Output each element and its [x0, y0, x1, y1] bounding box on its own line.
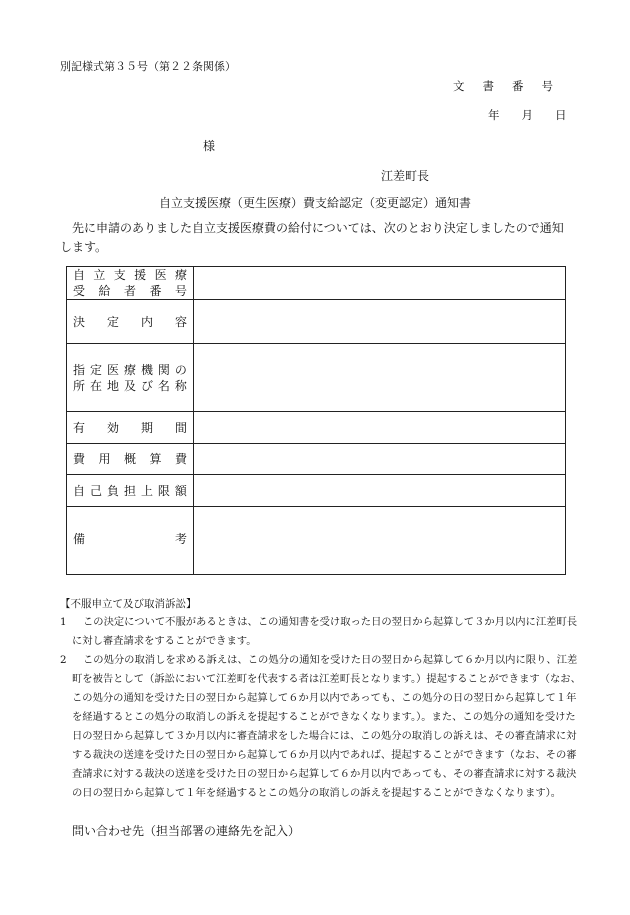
table-row — [67, 475, 566, 507]
decision-table — [66, 266, 566, 575]
row-label-line: 受 給 者 番 号 — [73, 284, 187, 298]
row-label — [67, 475, 194, 507]
note-number: 1 — [60, 616, 67, 628]
note-line: この処分の取消しを求める訴えは、この処分の通知を受けた日の翌日から起算して６か月以内に限り、江差 — [83, 654, 578, 666]
row-label — [67, 507, 194, 575]
row-label-line: 有 効 期 間 — [73, 420, 187, 435]
table-row — [67, 344, 566, 412]
note-number: 2 — [60, 654, 67, 666]
row-label — [67, 300, 194, 344]
note-line: の日の翌日から起算して１年を経過するとこの処分の取消しの訴えを提起することができなくなります）。 — [72, 787, 562, 799]
row-label — [67, 344, 194, 412]
document-title: 自立支援医療（更生医療）費支給認定（変更認定）通知書 — [158, 196, 471, 210]
form-number: 別記様式第３５号（第２２条関係） — [60, 60, 236, 73]
row-value — [194, 444, 566, 475]
addressee-label: 様 — [203, 139, 216, 153]
note-line: する裁決の送達を受けた日の翌日から起算して６か月以内であれば、提起することができます（なお、その審 — [72, 749, 577, 761]
row-label — [67, 412, 194, 444]
table-row — [67, 267, 566, 300]
row-value — [194, 475, 566, 507]
note-line: を経過するとこの処分の取消しの訴えを提起することができなくなります。）。また、この処分の通知を受けた — [72, 711, 576, 723]
table-row — [67, 444, 566, 475]
row-label-line: 決 定 内 容 — [73, 314, 187, 329]
note-line: 町を被告として（訴訟において江差町を代表する者は江差町長となります。）提起することができます（なお、 — [72, 673, 581, 685]
row-label — [67, 444, 194, 475]
intro-paragraph: 先に申請のありました自立支援医療費の給付については、次のとおり決定しましたので通知します。 — [60, 221, 564, 254]
row-value — [194, 344, 566, 412]
document-date-label: 年月日 — [488, 108, 589, 122]
table-row — [67, 300, 566, 344]
row-label — [67, 267, 194, 300]
issuer-name: 江差町長 — [381, 169, 430, 183]
row-label-line: 所 在 地 及 び 名 称 — [73, 378, 187, 393]
row-label-line: 自 己 負 担 上 限 額 — [73, 483, 187, 498]
row-value — [194, 507, 566, 575]
table-row — [67, 507, 566, 575]
row-label-line: 備 考 — [73, 532, 187, 546]
contact-info: 問い合わせ先（担当部署の連絡先を記入） — [72, 824, 301, 838]
notes-heading: 【不服申立て及び取消訴訟】 — [60, 598, 197, 610]
note-line: に対し審査請求をすることができます。 — [72, 635, 257, 647]
row-value — [194, 412, 566, 444]
table-row — [67, 412, 566, 444]
note-line: この決定について不服があるときは、この通知書を受け取った日の翌日から起算して３か月以内に江差町長 — [83, 616, 578, 628]
note-line: 日の翌日から起算して３か月以内に審査請求をした場合には、この処分の取消しの訴えは、その審査請求に対 — [72, 730, 577, 742]
row-value — [194, 267, 566, 300]
row-value — [194, 300, 566, 344]
row-label-line: 自 立 支 援 医 療 — [73, 268, 187, 282]
note-item — [60, 613, 576, 651]
note-line: 査請求に対する裁決の送達を受けた日の翌日から起算して６か月以内であっても、その審査請求に対する裁決 — [72, 768, 577, 780]
document-number-label: 文書番号 — [453, 79, 571, 93]
note-item — [60, 651, 581, 803]
row-label-line: 費 用 概 算 費 — [73, 452, 187, 466]
note-line: この処分の通知を受けた日の翌日から起算して６か月以内であっても、この処分の日の翌日から起算して１年 — [72, 692, 577, 704]
row-label-line: 指 定 医 療 機 関 の — [73, 362, 187, 377]
